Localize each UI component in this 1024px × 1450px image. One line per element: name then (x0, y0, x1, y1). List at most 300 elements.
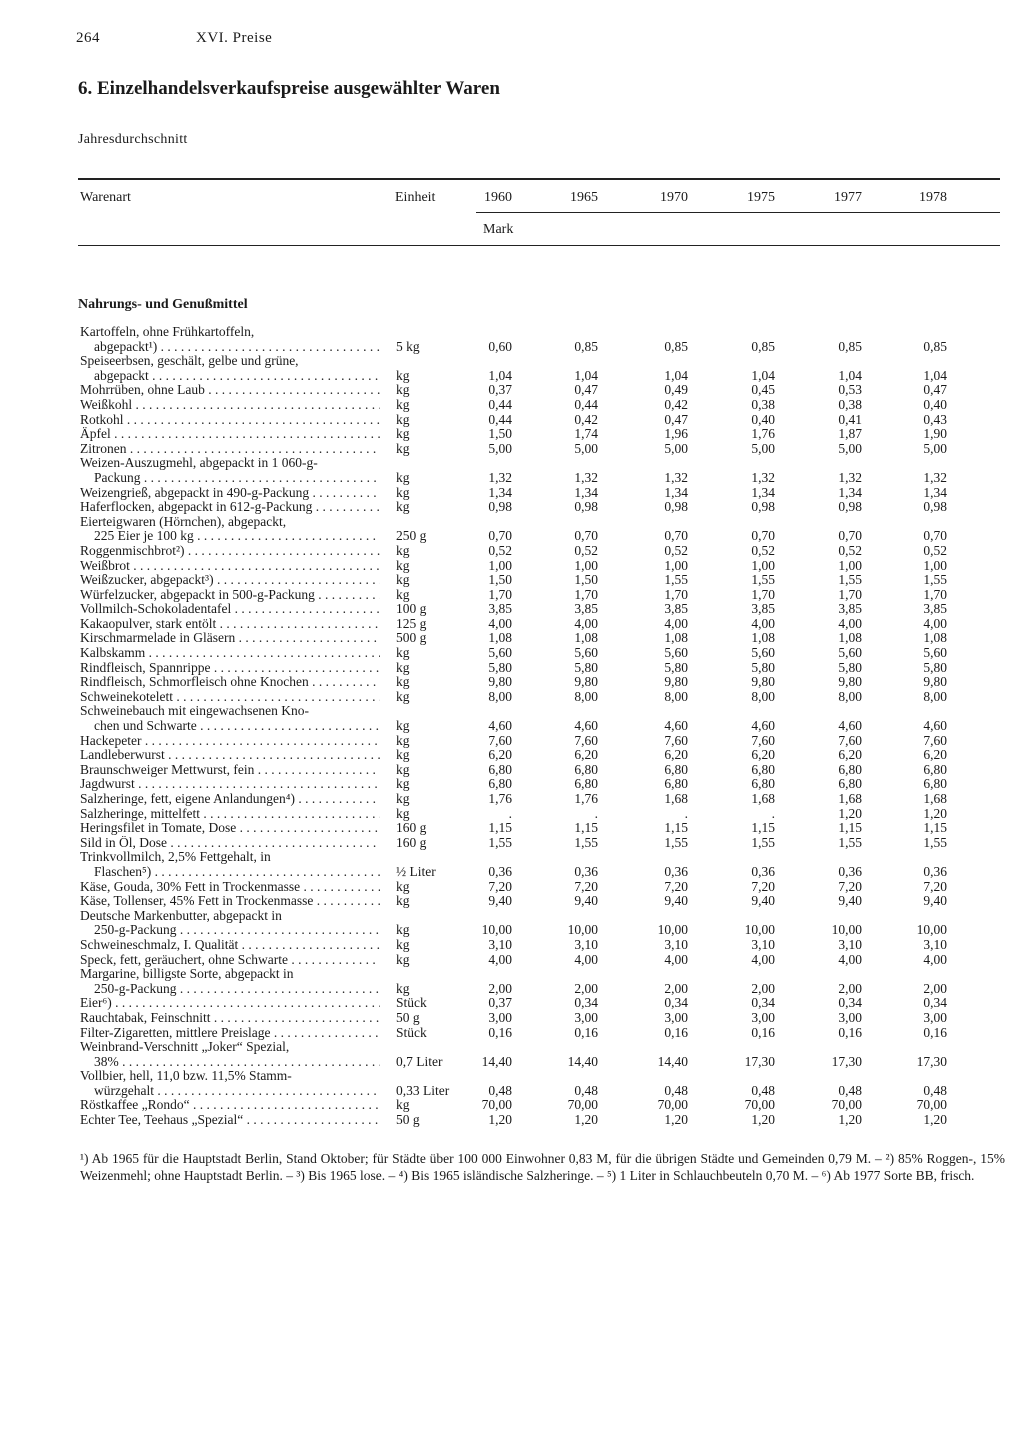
item-name-line (80, 427, 380, 442)
table-row (0, 1040, 1024, 1069)
leader-dots (145, 646, 380, 660)
item-name (80, 675, 380, 690)
table-row (0, 646, 1024, 661)
price-cell: 1,55 (488, 834, 512, 850)
leader-dots (200, 807, 380, 821)
table-body (0, 325, 1024, 1128)
price-cell: 17,30 (831, 1053, 862, 1069)
price-cell: 1,00 (664, 557, 688, 573)
price-cell: 3,00 (923, 1009, 947, 1025)
item-name-text: Röstkaffee „Rondo“ (80, 1098, 190, 1113)
item-name-line (80, 792, 380, 807)
price-cell: 0,52 (574, 542, 598, 558)
item-unit: kg (396, 732, 410, 748)
price-cell: 0,16 (751, 1024, 775, 1040)
price-cell: 9,40 (923, 893, 947, 909)
table-row (0, 996, 1024, 1011)
item-unit: kg (396, 936, 410, 952)
price-cell: 7,60 (838, 732, 862, 748)
item-name-line (80, 588, 380, 603)
price-cell: 5,60 (664, 645, 688, 661)
price-cell: 7,20 (664, 878, 688, 894)
leader-dots (243, 1113, 380, 1127)
price-cell: 1,76 (574, 791, 598, 806)
price-cell: 6,80 (664, 761, 688, 777)
item-name-text: Würfelzucker, abgepackt in 500-g-Packung (80, 587, 315, 602)
item-name-text: Weinbrand-Verschnitt „Joker“ Spezial, (80, 1039, 290, 1055)
price-cell: 4,60 (664, 718, 688, 734)
price-cell: 1,34 (923, 484, 947, 500)
item-name-line (80, 821, 380, 836)
item-unit: kg (396, 761, 410, 777)
price-cell: 1,32 (838, 469, 862, 485)
price-cell: 17,30 (744, 1053, 775, 1069)
item-name (80, 967, 380, 996)
price-cell: . (684, 805, 688, 821)
price-cell: 0,16 (574, 1024, 598, 1040)
item-name (80, 1113, 380, 1128)
price-cell: 0,85 (574, 338, 598, 354)
table-row (0, 967, 1024, 996)
price-cell: 5,60 (751, 645, 775, 661)
price-cell: 3,85 (838, 601, 862, 617)
header-year: 1975 (747, 190, 775, 205)
price-cell: 0,16 (838, 1024, 862, 1040)
item-name (80, 559, 380, 574)
item-unit: kg (396, 688, 410, 704)
item-unit: kg (396, 878, 410, 894)
table-row (0, 836, 1024, 851)
item-name-line (80, 675, 380, 690)
price-cell: 1,70 (838, 586, 862, 602)
price-cell: 4,60 (751, 718, 775, 734)
price-cell: 1,32 (751, 469, 775, 485)
price-cell: 0,40 (923, 396, 947, 412)
price-cell: 3,00 (664, 1009, 688, 1025)
price-cell: 0,36 (923, 863, 947, 879)
price-cell: 3,85 (488, 601, 512, 617)
item-name-text: Vollbier, hell, 11,0 bzw. 11,5% Stamm- (80, 1068, 292, 1084)
price-cell: 1,15 (751, 820, 775, 836)
price-cell: 5,00 (923, 440, 947, 456)
table-row (0, 734, 1024, 749)
item-name-text: Weizengrieß, abgepackt in 490-g-Packung (80, 485, 310, 500)
price-cell: 4,60 (838, 718, 862, 734)
item-unit: ½ Liter (396, 863, 436, 879)
footnotes: ¹) Ab 1965 für die Hauptstadt Berlin, Stand Oktober; für Städte über 100 000 Einwohner 0,83 M, für die übrigen Städte und Gemeinden 0,79 M. – ²) 85% Roggen-, 15% Weizenmehl; ohne Hauptstadt Berlin. – ³) Bis 1965 lose. – ⁴) Bis 1965 isländische Salzheringe. – ⁵) 1 Liter in Schlauchbeuteln 0,70 M. – ⁶) Ab 1977 Sorte BB, frisch. (80, 1151, 1005, 1183)
price-cell: 5,60 (488, 645, 512, 661)
item-unit: 500 g (396, 630, 427, 646)
price-cell: 0,48 (923, 1082, 947, 1098)
price-cell: 4,00 (838, 615, 862, 631)
price-cell: 0,44 (488, 396, 512, 412)
price-cell: 9,80 (923, 674, 947, 690)
table-row (0, 1026, 1024, 1041)
price-cell: 1,15 (838, 820, 862, 836)
page-number: 264 (76, 30, 100, 46)
price-cell: 7,20 (751, 878, 775, 894)
item-name-text: Deutsche Markenbutter, abgepackt in (80, 907, 282, 923)
price-cell: 9,80 (838, 674, 862, 690)
price-cell: 5,60 (574, 645, 598, 661)
item-name-text: Rindfleisch, Schmorfleisch ohne Knochen (80, 675, 309, 690)
price-cell: 1,15 (664, 820, 688, 836)
leader-dots (236, 821, 380, 835)
table-top-rule (78, 178, 1000, 180)
table-row (0, 748, 1024, 763)
item-name-continuation (80, 1055, 380, 1070)
price-cell: 0,98 (751, 499, 775, 515)
item-name (80, 909, 380, 938)
price-cell: 10,00 (916, 922, 947, 938)
price-cell: 4,00 (488, 615, 512, 631)
item-name-line (80, 996, 380, 1011)
price-cell: 3,00 (574, 1009, 598, 1025)
price-cell: 0,34 (574, 995, 598, 1011)
price-cell: 0,98 (838, 499, 862, 515)
item-name-line (80, 1040, 380, 1055)
price-cell: 1,08 (664, 630, 688, 646)
item-name-text: Kirschmarmelade in Gläsern (80, 631, 236, 646)
item-name (80, 646, 380, 661)
price-cell: 6,80 (751, 776, 775, 792)
item-unit: kg (396, 922, 410, 938)
item-name-line (80, 690, 380, 705)
leader-dots (288, 953, 380, 967)
table-row (0, 675, 1024, 690)
price-cell: 1,32 (664, 469, 688, 485)
price-cell: 0,36 (488, 863, 512, 879)
table-row (0, 1011, 1024, 1026)
price-cell: 1,55 (664, 572, 688, 588)
price-cell: 1,34 (838, 484, 862, 500)
table-row (0, 894, 1024, 909)
price-cell: 1,20 (838, 805, 862, 821)
item-name-line (80, 1098, 380, 1113)
price-cell: 1,90 (923, 426, 947, 442)
item-name (80, 631, 380, 646)
price-cell: 10,00 (831, 922, 862, 938)
price-cell: 1,15 (923, 820, 947, 836)
table-row (0, 559, 1024, 574)
leader-dots (112, 996, 380, 1010)
price-cell: 0,52 (923, 542, 947, 558)
header-currency: Mark (483, 222, 514, 237)
price-cell: 1,68 (751, 791, 775, 806)
price-cell: 8,00 (664, 688, 688, 704)
item-name-text: Packung (94, 470, 141, 485)
header-year: 1970 (660, 190, 688, 205)
leader-dots (165, 748, 380, 762)
price-cell: 0,52 (664, 542, 688, 558)
item-unit: Stück (396, 995, 427, 1011)
item-name-continuation (80, 1084, 380, 1099)
price-cell: 1,04 (923, 367, 947, 383)
leader-dots (185, 544, 380, 558)
price-cell: 0,44 (574, 396, 598, 412)
item-name-line (80, 1026, 380, 1041)
price-cell: 0,48 (751, 1082, 775, 1098)
price-cell: 1,04 (751, 367, 775, 383)
price-cell: 1,55 (923, 834, 947, 850)
item-name-line (80, 442, 380, 457)
leader-dots (210, 661, 380, 675)
price-cell: 1,20 (751, 1112, 775, 1128)
price-cell: 0,48 (664, 1082, 688, 1098)
price-cell: 0,53 (838, 382, 862, 398)
price-cell: 4,00 (574, 615, 598, 631)
price-cell: 0,98 (574, 499, 598, 515)
price-cell: 0,70 (488, 528, 512, 544)
price-cell: 7,20 (488, 878, 512, 894)
price-cell: 7,60 (923, 732, 947, 748)
item-name-continuation (80, 719, 380, 734)
price-cell: 3,10 (574, 936, 598, 952)
item-name (80, 413, 380, 428)
item-name-text: Salzheringe, fett, eigene Anlandungen⁴) (80, 792, 296, 806)
table-row (0, 1113, 1024, 1128)
table-row (0, 792, 1024, 807)
price-cell: 3,85 (664, 601, 688, 617)
item-name (80, 325, 380, 354)
item-name (80, 734, 380, 749)
item-name-text: Margarine, billigste Sorte, abgepackt in (80, 966, 294, 982)
price-cell: 6,20 (488, 747, 512, 763)
leader-dots (210, 1011, 380, 1025)
item-unit: 0,7 Liter (396, 1053, 443, 1069)
item-name-text: Weißkohl (80, 397, 133, 412)
price-cell: 1,68 (838, 791, 862, 806)
price-cell: 4,00 (923, 951, 947, 967)
item-name-line (80, 383, 380, 398)
price-cell: 4,00 (664, 615, 688, 631)
price-cell: 1,68 (664, 791, 688, 806)
item-name (80, 500, 380, 515)
item-unit: 50 g (396, 1112, 420, 1128)
price-cell: 1,96 (664, 426, 688, 442)
price-cell: 1,00 (488, 557, 512, 573)
item-name-text: 250-g-Packung (94, 981, 177, 996)
price-cell: 4,60 (488, 718, 512, 734)
header-year: 1977 (834, 190, 862, 205)
item-name-line (80, 880, 380, 895)
item-name-text: 250-g-Packung (94, 923, 177, 938)
price-cell: 0,52 (751, 542, 775, 558)
item-name (80, 748, 380, 763)
item-name-text: Jagdwurst (80, 777, 135, 792)
price-cell: 6,80 (838, 776, 862, 792)
leader-dots (173, 690, 380, 704)
item-name (80, 1026, 380, 1041)
price-cell: 0,37 (488, 995, 512, 1011)
item-unit: kg (396, 557, 410, 573)
item-name-text: Landleberwurst (80, 748, 165, 763)
item-name (80, 850, 380, 879)
leader-dots (300, 880, 380, 894)
item-name-line (80, 500, 380, 515)
leader-dots (254, 763, 380, 777)
price-cell: 8,00 (488, 688, 512, 704)
price-cell: 0,98 (488, 499, 512, 515)
price-cell: 0,36 (574, 863, 598, 879)
price-cell: 0,52 (838, 542, 862, 558)
price-cell: 70,00 (481, 1097, 512, 1113)
item-unit: kg (396, 980, 410, 996)
price-cell: 10,00 (481, 922, 512, 938)
price-cell: 70,00 (567, 1097, 598, 1113)
item-name-text: Schweinebauch mit eingewachsenen Kno- (80, 703, 310, 719)
item-name (80, 821, 380, 836)
item-name-line (80, 398, 380, 413)
price-cell: 5,60 (838, 645, 862, 661)
item-name-continuation (80, 369, 380, 384)
price-cell: 8,00 (923, 688, 947, 704)
item-name-line (80, 515, 380, 530)
price-cell: 3,10 (838, 936, 862, 952)
price-cell: 0,48 (574, 1082, 598, 1098)
item-name-line (80, 734, 380, 749)
table-title: 6. Einzelhandelsverkaufspreise ausgewählter Waren (78, 78, 500, 99)
price-cell: 1,20 (574, 1112, 598, 1128)
price-cell: 5,60 (923, 645, 947, 661)
price-cell: 0,85 (838, 338, 862, 354)
price-cell: 0,70 (838, 528, 862, 544)
item-name-text: würzgehalt (94, 1083, 154, 1098)
item-unit: 160 g (396, 820, 427, 836)
price-cell: 1,20 (838, 1112, 862, 1128)
price-cell: 0,47 (923, 382, 947, 398)
price-cell: 0,60 (488, 338, 512, 354)
leader-dots (271, 1026, 380, 1040)
table-row (0, 456, 1024, 485)
item-name (80, 836, 380, 851)
leader-dots (238, 938, 380, 952)
leader-dots (216, 617, 380, 631)
item-name (80, 442, 380, 457)
price-cell: 1,08 (574, 630, 598, 646)
table-row (0, 704, 1024, 733)
price-cell: 1,55 (574, 834, 598, 850)
item-unit: kg (396, 718, 410, 734)
price-cell: 1,55 (838, 572, 862, 588)
item-name-text: Mohrrüben, ohne Laub (80, 383, 205, 398)
price-cell: 1,50 (574, 572, 598, 588)
item-name-line (80, 909, 380, 924)
leader-dots (214, 573, 380, 587)
table-row (0, 602, 1024, 617)
price-cell: 4,00 (751, 951, 775, 967)
item-name-line (80, 1069, 380, 1084)
price-cell: 0,49 (664, 382, 688, 398)
table-row (0, 500, 1024, 515)
item-name-text: Zitronen (80, 441, 127, 456)
item-unit: kg (396, 645, 410, 661)
table-row (0, 850, 1024, 879)
item-name-line (80, 836, 380, 851)
item-unit: kg (396, 426, 410, 442)
item-name (80, 354, 380, 383)
item-name-line (80, 850, 380, 865)
item-name (80, 777, 380, 792)
item-name-line (80, 953, 380, 968)
item-name-line (80, 807, 380, 822)
price-cell: 6,80 (574, 776, 598, 792)
price-cell: 1,70 (923, 586, 947, 602)
price-cell: 4,00 (488, 951, 512, 967)
item-name-text: Rindfleisch, Spannrippe (80, 660, 211, 675)
price-cell: 1,00 (574, 557, 598, 573)
item-name-text: Schweinekotelett (80, 689, 173, 704)
leader-dots (295, 792, 380, 806)
item-name (80, 792, 380, 807)
table-row (0, 777, 1024, 792)
table-row (0, 661, 1024, 676)
price-cell: 0,70 (574, 528, 598, 544)
item-name (80, 573, 380, 588)
table-row (0, 807, 1024, 822)
item-name (80, 617, 380, 632)
price-cell: 0,40 (751, 411, 775, 427)
item-name (80, 690, 380, 705)
price-cell: . (594, 805, 598, 821)
item-name-line (80, 559, 380, 574)
item-name-text: Eierteigwaren (Hörnchen), abgepackt, (80, 513, 287, 529)
price-cell: 1,15 (574, 820, 598, 836)
price-cell: 9,40 (574, 893, 598, 909)
item-unit: kg (396, 791, 410, 806)
price-cell: 1,00 (751, 557, 775, 573)
item-name-line (80, 777, 380, 792)
item-name-text: Äpfel (80, 427, 111, 442)
leader-dots (205, 383, 380, 397)
price-cell: 5,00 (488, 440, 512, 456)
price-cell: 1,55 (751, 834, 775, 850)
price-cell: 17,30 (916, 1053, 947, 1069)
price-cell: 1,55 (923, 572, 947, 588)
item-unit: kg (396, 469, 410, 485)
table-row (0, 909, 1024, 938)
item-name (80, 661, 380, 676)
table-row (0, 325, 1024, 354)
item-name (80, 704, 380, 733)
price-cell: 1,32 (923, 469, 947, 485)
item-name (80, 544, 380, 559)
item-name (80, 1098, 380, 1113)
price-cell: 0,34 (751, 995, 775, 1011)
table-row (0, 515, 1024, 544)
price-cell: 0,45 (751, 382, 775, 398)
price-cell: 0,16 (488, 1024, 512, 1040)
price-cell: 0,43 (923, 411, 947, 427)
item-name-text: Weißzucker, abgepackt³) (80, 573, 214, 588)
table-subtitle: Jahresdurchschnitt (78, 132, 188, 147)
item-unit: 250 g (396, 528, 427, 544)
item-name (80, 602, 380, 617)
item-name-text: Weizen-Auszugmehl, abgepackt in 1 060-g- (80, 455, 318, 471)
price-cell: 1,32 (574, 469, 598, 485)
item-unit: kg (396, 586, 410, 602)
item-name-text: Flaschen⁵) (94, 864, 152, 879)
price-cell: 1,20 (488, 1112, 512, 1128)
header-unit: Einheit (395, 190, 436, 205)
price-cell: 0,16 (664, 1024, 688, 1040)
leader-dots (312, 500, 380, 514)
leader-dots (127, 442, 381, 456)
leader-dots (132, 398, 380, 412)
table-row (0, 938, 1024, 953)
leader-dots (176, 923, 380, 937)
item-unit: kg (396, 440, 410, 456)
